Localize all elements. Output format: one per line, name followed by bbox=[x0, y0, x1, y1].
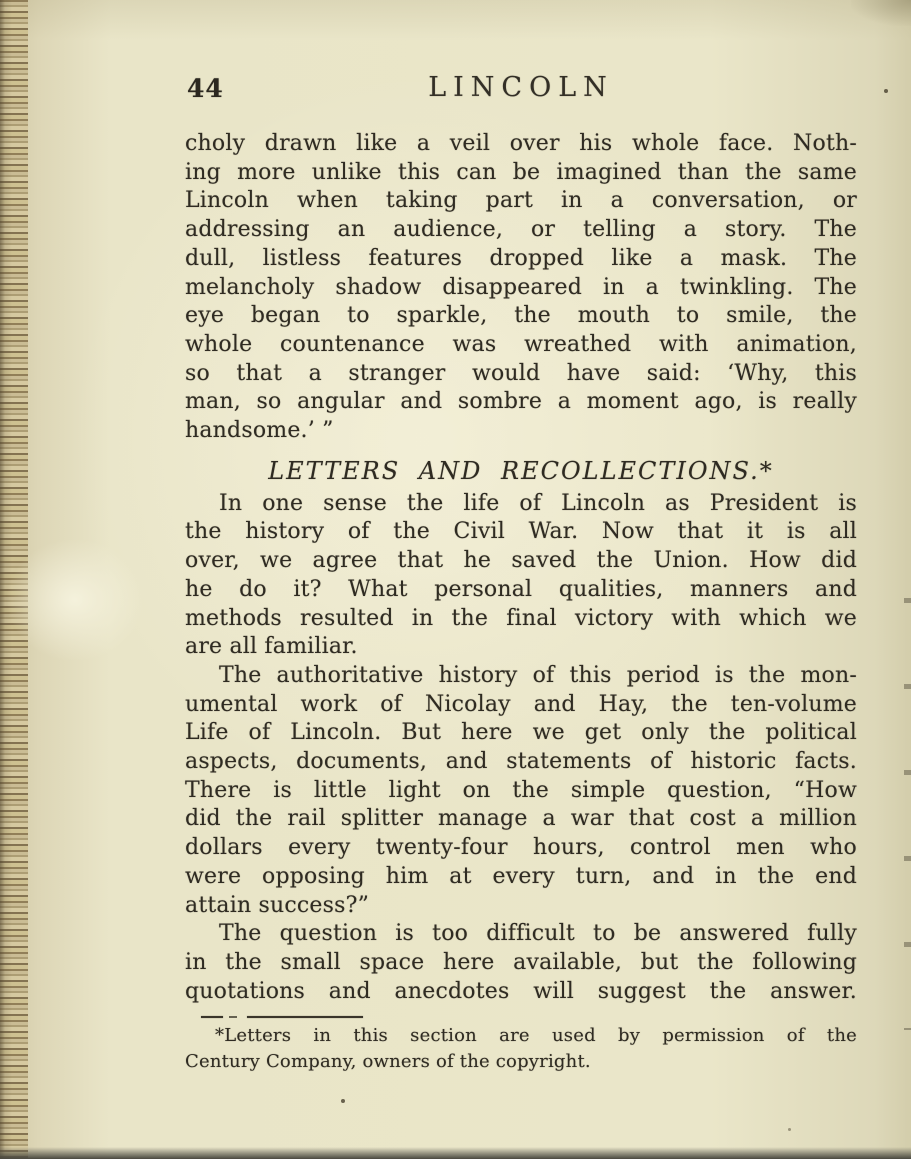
text-block bbox=[185, 130, 857, 1075]
running-header: LINCOLN bbox=[428, 72, 614, 103]
text-line: over, we agree that he saved the Union. How did bbox=[185, 548, 857, 574]
paragraph bbox=[185, 662, 857, 920]
running-head-row bbox=[185, 72, 857, 108]
footnote-line: Century Company, owners of the copyright. bbox=[185, 1051, 591, 1073]
divider-segment bbox=[229, 1016, 236, 1019]
text-line: In one sense the life of Lincoln as President is bbox=[219, 490, 857, 516]
text-line: were opposing him at every turn, and in the end bbox=[185, 863, 857, 889]
text-line: addressing an audience, or telling a story. The bbox=[185, 217, 857, 243]
text-line: dollars every twenty-four hours, control men who bbox=[185, 835, 857, 861]
footnote-line: *Letters in this section are used by permission of the bbox=[215, 1025, 857, 1047]
text-line: quotations and anecdotes will suggest the answer. bbox=[185, 978, 857, 1004]
footnote-lines bbox=[185, 1023, 857, 1075]
paragraph bbox=[185, 920, 857, 1006]
footnote-divider bbox=[201, 1015, 363, 1018]
paragraphs bbox=[185, 130, 857, 1006]
text-line: attain success?” bbox=[185, 892, 370, 918]
text-line: eye began to sparkle, the mouth to smile, the bbox=[185, 303, 857, 329]
text-line: did the rail splitter manage a war that cost a million bbox=[185, 806, 857, 832]
corner-shadow bbox=[851, 0, 911, 26]
scan-bottom-shadow bbox=[0, 1147, 911, 1159]
text-line: There is little light on the simple question, “How bbox=[185, 777, 857, 803]
text-line: The question is too difficult to be answered fully bbox=[219, 921, 857, 947]
text-line: umental work of Nicolay and Hay, the ten-volume bbox=[185, 691, 857, 717]
divider-segment bbox=[247, 1016, 363, 1019]
scan-smudge bbox=[0, 515, 170, 685]
text-line: Life of Lincoln. But here we get only the political bbox=[185, 720, 857, 746]
text-line: methods resulted in the final victory with which we bbox=[185, 605, 857, 631]
paper-speck bbox=[788, 1128, 791, 1131]
text-line: man, so angular and sombre a moment ago, is really bbox=[185, 389, 857, 415]
text-line: ing more unlike this can be imagined than the same bbox=[185, 159, 857, 185]
paper-speck bbox=[341, 1099, 345, 1103]
text-line: the history of the Civil War. Now that it is all bbox=[185, 519, 857, 545]
text-line: Lincoln when taking part in a conversation, or bbox=[185, 188, 857, 214]
text-line: aspects, documents, and statements of historic facts. bbox=[185, 749, 857, 775]
page-number: 44 bbox=[187, 74, 224, 103]
text-line: The authoritative history of this period is the mon- bbox=[219, 662, 857, 688]
right-edge-print-fragments bbox=[904, 560, 911, 1030]
footnote bbox=[185, 1023, 857, 1075]
text-line: dull, listless features dropped like a mask. The bbox=[185, 245, 857, 271]
text-line: handsome.’ ” bbox=[185, 418, 334, 444]
paragraph bbox=[185, 130, 857, 446]
divider-segment bbox=[201, 1016, 223, 1019]
text-line: in the small space here available, but the following bbox=[185, 949, 857, 975]
text-line: whole countenance was wreathed with animation, bbox=[185, 331, 857, 357]
text-line: are all familiar. bbox=[185, 634, 358, 660]
text-line: choly drawn like a veil over his whole face. Noth- bbox=[185, 131, 857, 156]
paragraph bbox=[185, 490, 857, 662]
text-line: so that a stranger would have said: ‘Why, this bbox=[185, 360, 857, 386]
text-line: he do it? What personal qualities, manners and bbox=[185, 576, 857, 602]
section-heading: LETTERS AND RECOLLECTIONS.* bbox=[268, 456, 774, 485]
paper-speck bbox=[884, 89, 888, 93]
text-line: melancholy shadow disappeared in a twinkling. The bbox=[185, 274, 857, 300]
